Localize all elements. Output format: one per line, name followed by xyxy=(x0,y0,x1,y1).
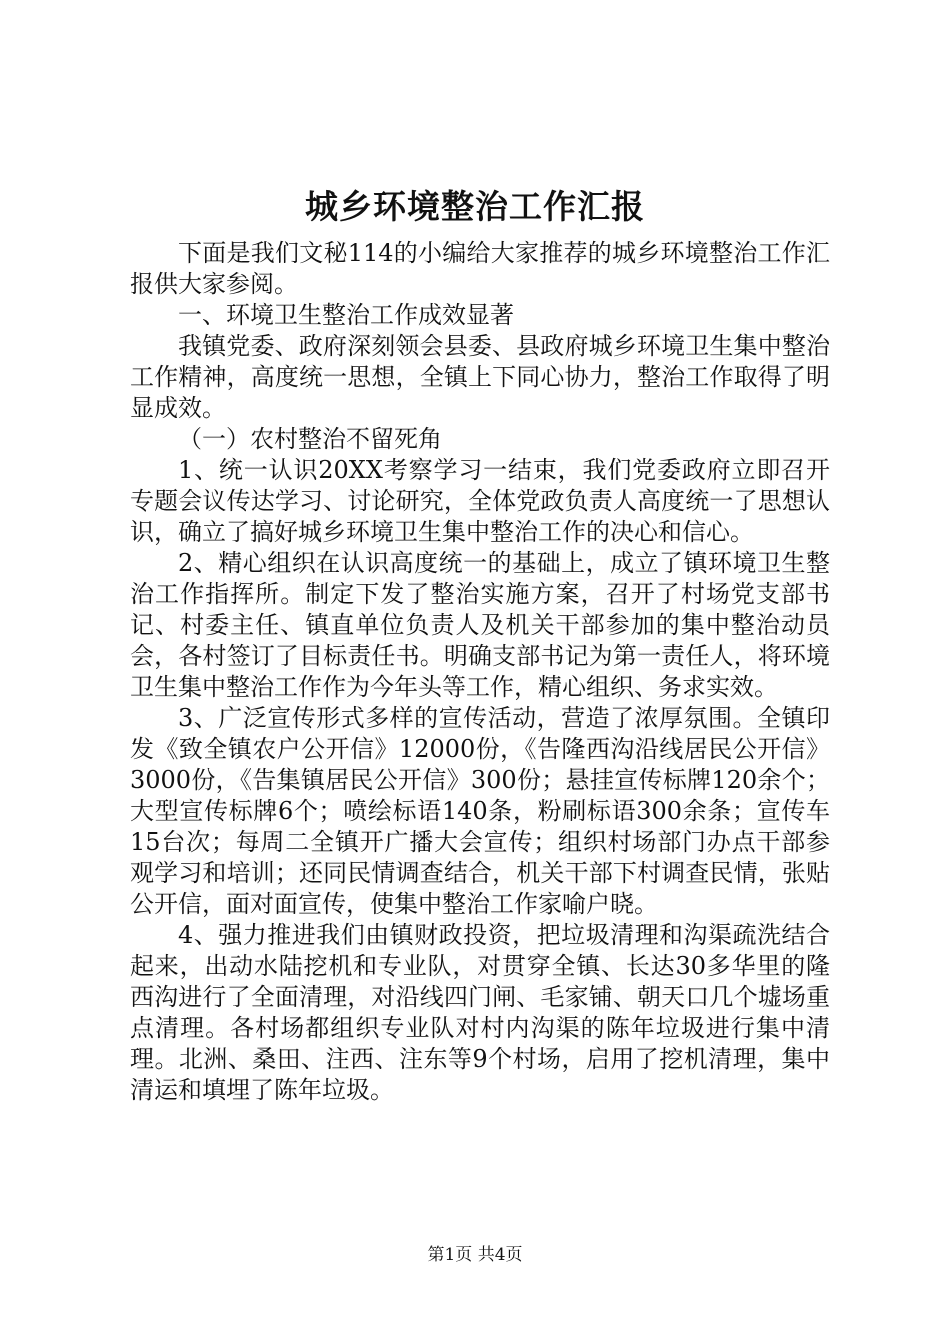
section-heading: 一、环境卫生整治工作成效显著 xyxy=(178,301,514,329)
intro-paragraph: 下面是我们文秘114的小编给大家推荐的城乡环境整治工作汇报供大家参阅。 xyxy=(130,239,830,298)
summary-paragraph: 我镇党委、政府深刻领会县委、县政府城乡环境卫生集中整治工作精神，高度统一思想，全镇上下同心协力，整治工作取得了明显成效。 xyxy=(130,332,830,422)
subsection-heading: （一）农村整治不留死角 xyxy=(178,425,442,453)
document-title: 城乡环境整治工作汇报 xyxy=(305,187,645,226)
item-paragraph-3: 3、广泛宣传形式多样的宣传活动，营造了浓厚氛围。全镇印发《致全镇农户公开信》12000份，《告隆西沟沿线居民公开信》3000份，《告集镇居民公开信》300份；悬挂宣传标牌120余个；大型宣传标牌6个；喷绘标语140条，粉刷标语300余条；宣传车15台次；每周二全镇开广播大会宣传；组织村场部门办点干部参观学习和培训；还同民情调查结合，机关干部下村调查民情，张贴公开信，面对面宣传，使集中整治工作家喻户晓。 xyxy=(130,704,830,918)
item-paragraph-4: 4、强力推进我们由镇财政投资，把垃圾清理和沟渠疏洗结合起来，出动水陆挖机和专业队，对贯穿全镇、长达30多华里的隆西沟进行了全面清理，对沿线四门闸、毛家铺、朝天口几个墟场重点清理。各村场都组织专业队对村内沟渠的陈年垃圾进行集中清理。北洲、桑田、注西、注东等9个村场，启用了挖机清理，集中清运和填埋了陈年垃圾。 xyxy=(130,921,830,1104)
item-paragraph-2: 2、精心组织在认识高度统一的基础上，成立了镇环境卫生整治工作指挥所。制定下发了整治实施方案，召开了村场党支部书记、村委主任、镇直单位负责人及机关干部参加的集中整治动员会，各村签订了目标责任书。明确支部书记为第一责任人，将环境卫生集中整治工作作为今年头等工作，精心组织、务求实效。 xyxy=(130,549,830,701)
page-number: 第1页 共4页 xyxy=(427,1245,523,1265)
item-paragraph-1: 1、统一认识20XX考察学习一结束，我们党委政府立即召开专题会议传达学习、讨论研究，全体党政负责人高度统一了思想认识，确立了搞好城乡环境卫生集中整治工作的决心和信心。 xyxy=(130,456,830,546)
document-body xyxy=(130,238,830,1106)
